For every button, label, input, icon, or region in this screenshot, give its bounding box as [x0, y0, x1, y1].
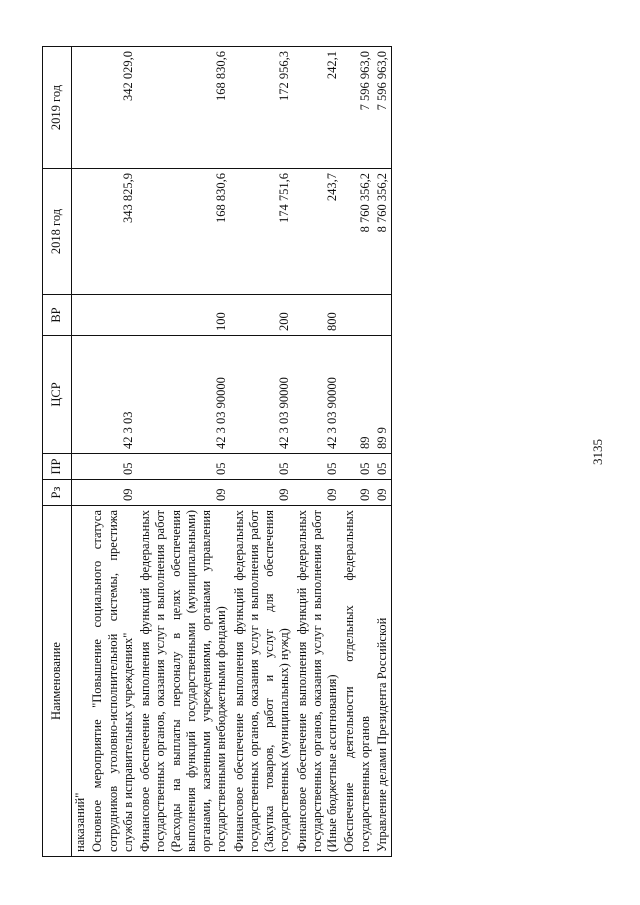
- cell-rz: 09: [341, 480, 374, 506]
- cell-vr: 200: [231, 295, 294, 336]
- cell-2018: 168 830,6: [137, 169, 231, 295]
- header-rz: Рз: [43, 480, 72, 506]
- cell-2018: 174 751,6: [231, 169, 294, 295]
- cell-rz: 09: [137, 480, 231, 506]
- cell-name: Обеспечение деятельности отдельных федеральных государственных органов: [341, 506, 374, 857]
- cell-2019: 172 956,3: [231, 47, 294, 169]
- cell-2018: 8 760 356,2: [374, 169, 392, 295]
- cell-pr: [72, 454, 90, 480]
- cell-csr: [72, 336, 90, 454]
- cell-csr: 89: [341, 336, 374, 454]
- cell-csr: 42 3 03 90000: [294, 336, 342, 454]
- cell-2018: [72, 169, 90, 295]
- cell-vr: [374, 295, 392, 336]
- cell-2018: 243,7: [294, 169, 342, 295]
- cell-pr: 05: [231, 454, 294, 480]
- cell-name: Основное мероприятие "Повышение социального статуса сотрудников уголовно-исполнительной системы, престижа службы в исправительных учреждениях": [89, 506, 137, 857]
- cell-vr: [89, 295, 137, 336]
- cell-name: наказаний": [72, 506, 90, 857]
- cell-rz: 09: [294, 480, 342, 506]
- table-header-row: [43, 47, 72, 857]
- cell-rz: 09: [374, 480, 392, 506]
- cell-name: Финансовое обеспечение выполнения функций федеральных государственных органов, оказания услуг и выполнения работ (Иные бюджетные ассигнования): [294, 506, 342, 857]
- header-2018: 2018 год: [43, 169, 72, 295]
- table-row: [72, 47, 90, 857]
- cell-pr: 05: [374, 454, 392, 480]
- cell-name: Управление делами Президента Российской: [374, 506, 392, 857]
- cell-name: Финансовое обеспечение выполнения функций федеральных государственных органов, оказания услуг и выполнения работ (Расходы на выплаты персоналу в целях обеспечения выполнения функций государственными (муниципальными) органами, казенными учреждениями, органами управления государственными внебюджетными фондами): [137, 506, 231, 857]
- header-vr: ВР: [43, 295, 72, 336]
- cell-csr: 42 3 03 90000: [137, 336, 231, 454]
- cell-rz: 09: [231, 480, 294, 506]
- cell-rz: 09: [89, 480, 137, 506]
- cell-2019: 342 029,0: [89, 47, 137, 169]
- cell-name: Финансовое обеспечение выполнения функций федеральных государственных органов, оказания услуг и выполнения работ (Закупка товаров, работ и услуг для обеспечения государственных (муниципальных) нужд): [231, 506, 294, 857]
- table-row: [341, 47, 374, 857]
- cell-vr: [341, 295, 374, 336]
- cell-vr: [72, 295, 90, 336]
- header-csr: ЦСР: [43, 336, 72, 454]
- table-row: [137, 47, 231, 857]
- cell-csr: 89 9: [374, 336, 392, 454]
- table-row: [374, 47, 392, 857]
- cell-2019: 7 596 963,0: [374, 47, 392, 169]
- cell-2019: [72, 47, 90, 169]
- header-2019: 2019 год: [43, 47, 72, 169]
- cell-pr: 05: [341, 454, 374, 480]
- cell-pr: 05: [137, 454, 231, 480]
- cell-vr: 800: [294, 295, 342, 336]
- cell-csr: 42 3 03 90000: [231, 336, 294, 454]
- cell-rz: [72, 480, 90, 506]
- budget-table: [42, 46, 392, 857]
- table-row: [231, 47, 294, 857]
- cell-pr: 05: [89, 454, 137, 480]
- table-row: [89, 47, 137, 857]
- cell-2019: 242,1: [294, 47, 342, 169]
- page-number: 3135: [590, 439, 605, 465]
- cell-csr: 42 3 03: [89, 336, 137, 454]
- header-pr: ПР: [43, 454, 72, 480]
- cell-2018: 8 760 356,2: [341, 169, 374, 295]
- cell-2018: 343 825,9: [89, 169, 137, 295]
- rotated-page-content: [42, 47, 598, 857]
- cell-vr: 100: [137, 295, 231, 336]
- table-row: [294, 47, 342, 857]
- cell-2019: 7 596 963,0: [341, 47, 374, 169]
- cell-2019: 168 830,6: [137, 47, 231, 169]
- header-name: Наименование: [43, 506, 72, 857]
- cell-pr: 05: [294, 454, 342, 480]
